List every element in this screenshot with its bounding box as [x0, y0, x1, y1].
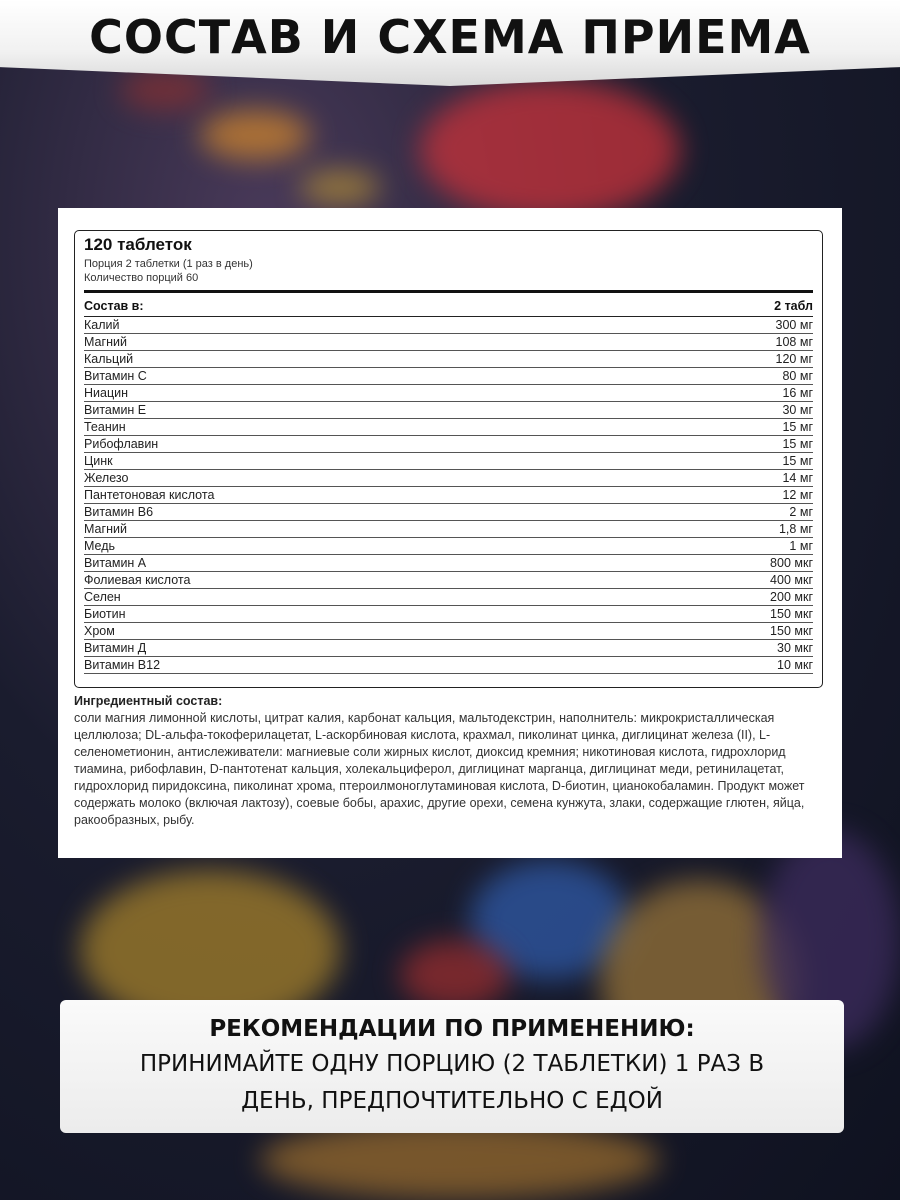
facts-column-ingredient: Состав в: [84, 299, 144, 313]
table-row [84, 487, 813, 504]
nutrient-amount: 2 мг [789, 505, 813, 519]
facts-header-row [84, 290, 813, 317]
nutrient-amount: 120 мг [775, 352, 813, 366]
table-row [84, 504, 813, 521]
table-row [84, 402, 813, 419]
table-row [84, 419, 813, 436]
nutrient-amount: 1,8 мг [778, 522, 813, 536]
nutrient-amount: 15 мг [782, 420, 813, 434]
nutrient-name: Селен [84, 590, 121, 604]
background-blob [200, 110, 310, 160]
nutrient-name: Витамин А [84, 556, 147, 570]
table-row [84, 317, 813, 334]
table-row [84, 368, 813, 385]
table-row [84, 334, 813, 351]
ingredients-title: Ингредиентный состав: [74, 694, 223, 708]
nutrient-amount: 30 мкг [777, 641, 813, 655]
page-title: СОСТАВ И СХЕМА ПРИЕМА [89, 10, 811, 64]
background-blob [300, 170, 380, 205]
nutrient-amount: 200 мкг [770, 590, 813, 604]
supplement-facts-table [74, 230, 823, 688]
table-row [84, 521, 813, 538]
nutrient-amount: 14 мг [782, 471, 813, 485]
table-row [84, 606, 813, 623]
facts-column-amount: 2 табл [774, 299, 813, 313]
nutrient-amount: 80 мг [782, 369, 813, 383]
nutrient-name: Витамин В12 [84, 658, 161, 672]
background-blob [120, 70, 210, 110]
table-row [84, 555, 813, 572]
nutrient-name: Теанин [84, 420, 126, 434]
nutrient-name: Хром [84, 624, 115, 638]
nutrient-name: Ниацин [84, 386, 129, 400]
nutrient-amount: 15 мг [782, 437, 813, 451]
table-row [84, 572, 813, 589]
nutrient-name: Пантетоновая кислота [84, 488, 215, 502]
nutrient-name: Кальций [84, 352, 134, 366]
table-row [84, 470, 813, 487]
table-row [84, 351, 813, 368]
table-row [84, 657, 813, 674]
table-row [84, 453, 813, 470]
nutrient-amount: 15 мг [782, 454, 813, 468]
nutrient-amount: 30 мг [782, 403, 813, 417]
nutrient-amount: 108 мг [775, 335, 813, 349]
table-row [84, 589, 813, 606]
table-row [84, 385, 813, 402]
nutrient-name: Магний [84, 522, 127, 536]
facts-rows [84, 317, 813, 674]
nutrient-name: Витамин Д [84, 641, 147, 655]
nutrient-name: Витамин В6 [84, 505, 154, 519]
nutrient-amount: 400 мкг [770, 573, 813, 587]
nutrient-name: Железо [84, 471, 129, 485]
table-row [84, 436, 813, 453]
ingredients-text: соли магния лимонной кислоты, цитрат калия, карбонат кальция, мальтодекстрин, наполнитель: микрокристаллическая целлюлоза; DL-альфа-токоферилацетат, L-аскорбиновая кислота, крахмал, пиколинат цинка, диглицинат железа (II), L-селенометионин, антислеживатели: магниевые соли жирных кислот, диоксид кремния; никотиновая кислота, гидрохлорид тиамина, рибофлавин, D-пантотенат кальция, холекальциферол, диглицинат марганца, диглицинат меди, ретинилацетат, гидрохлорид пиридоксина, пиколинат хрома, птероилмоноглутаминовая кислота, D-биотин, цианокобаламин. Продукт может содержать молоко (включая лактозу), соевые бобы, арахис, другие орехи, семена кунжута, злаки, содержащие глютен, яйца, ракообразных, рыбу. [74, 711, 805, 827]
nutrient-name: Медь [84, 539, 116, 553]
nutrient-amount: 16 мг [782, 386, 813, 400]
nutrient-amount: 150 мкг [770, 607, 813, 621]
composition-panel [58, 208, 842, 858]
nutrient-amount: 150 мкг [770, 624, 813, 638]
table-row [84, 538, 813, 555]
ingredients-section [74, 693, 814, 829]
nutrient-amount: 12 мг [782, 488, 813, 502]
background-berries [420, 80, 680, 220]
nutrient-name: Фолиевая кислота [84, 573, 191, 587]
nutrient-name: Витамин Е [84, 403, 147, 417]
table-row [84, 623, 813, 640]
nutrient-name: Калий [84, 318, 120, 332]
nutrient-amount: 1 мг [789, 539, 813, 553]
nutrient-amount: 10 мкг [777, 658, 813, 672]
recommendation-box [60, 1000, 844, 1133]
nutrient-name: Магний [84, 335, 127, 349]
nutrient-name: Цинк [84, 454, 113, 468]
nutrient-amount: 300 мг [775, 318, 813, 332]
serving-size: Порция 2 таблетки (1 раз в день) [84, 258, 253, 270]
nutrient-name: Рибофлавин [84, 437, 159, 451]
servings-count: Количество порций 60 [84, 272, 199, 284]
recommendation-text: ПРИНИМАЙТЕ ОДНУ ПОРЦИЮ (2 ТАБЛЕТКИ) 1 РАЗ В ДЕНЬ, ПРЕДПОЧТИТЕЛЬНО С ЕДОЙ [139, 1051, 765, 1114]
nutrient-amount: 800 мкг [770, 556, 813, 570]
nutrient-name: Биотин [84, 607, 126, 621]
table-row [84, 640, 813, 657]
recommendation-title: РЕКОМЕНДАЦИИ ПО ПРИМЕНЕНИЮ: [209, 1016, 695, 1042]
facts-title: 120 таблеток [84, 235, 192, 254]
nutrient-name: Витамин С [84, 369, 147, 383]
